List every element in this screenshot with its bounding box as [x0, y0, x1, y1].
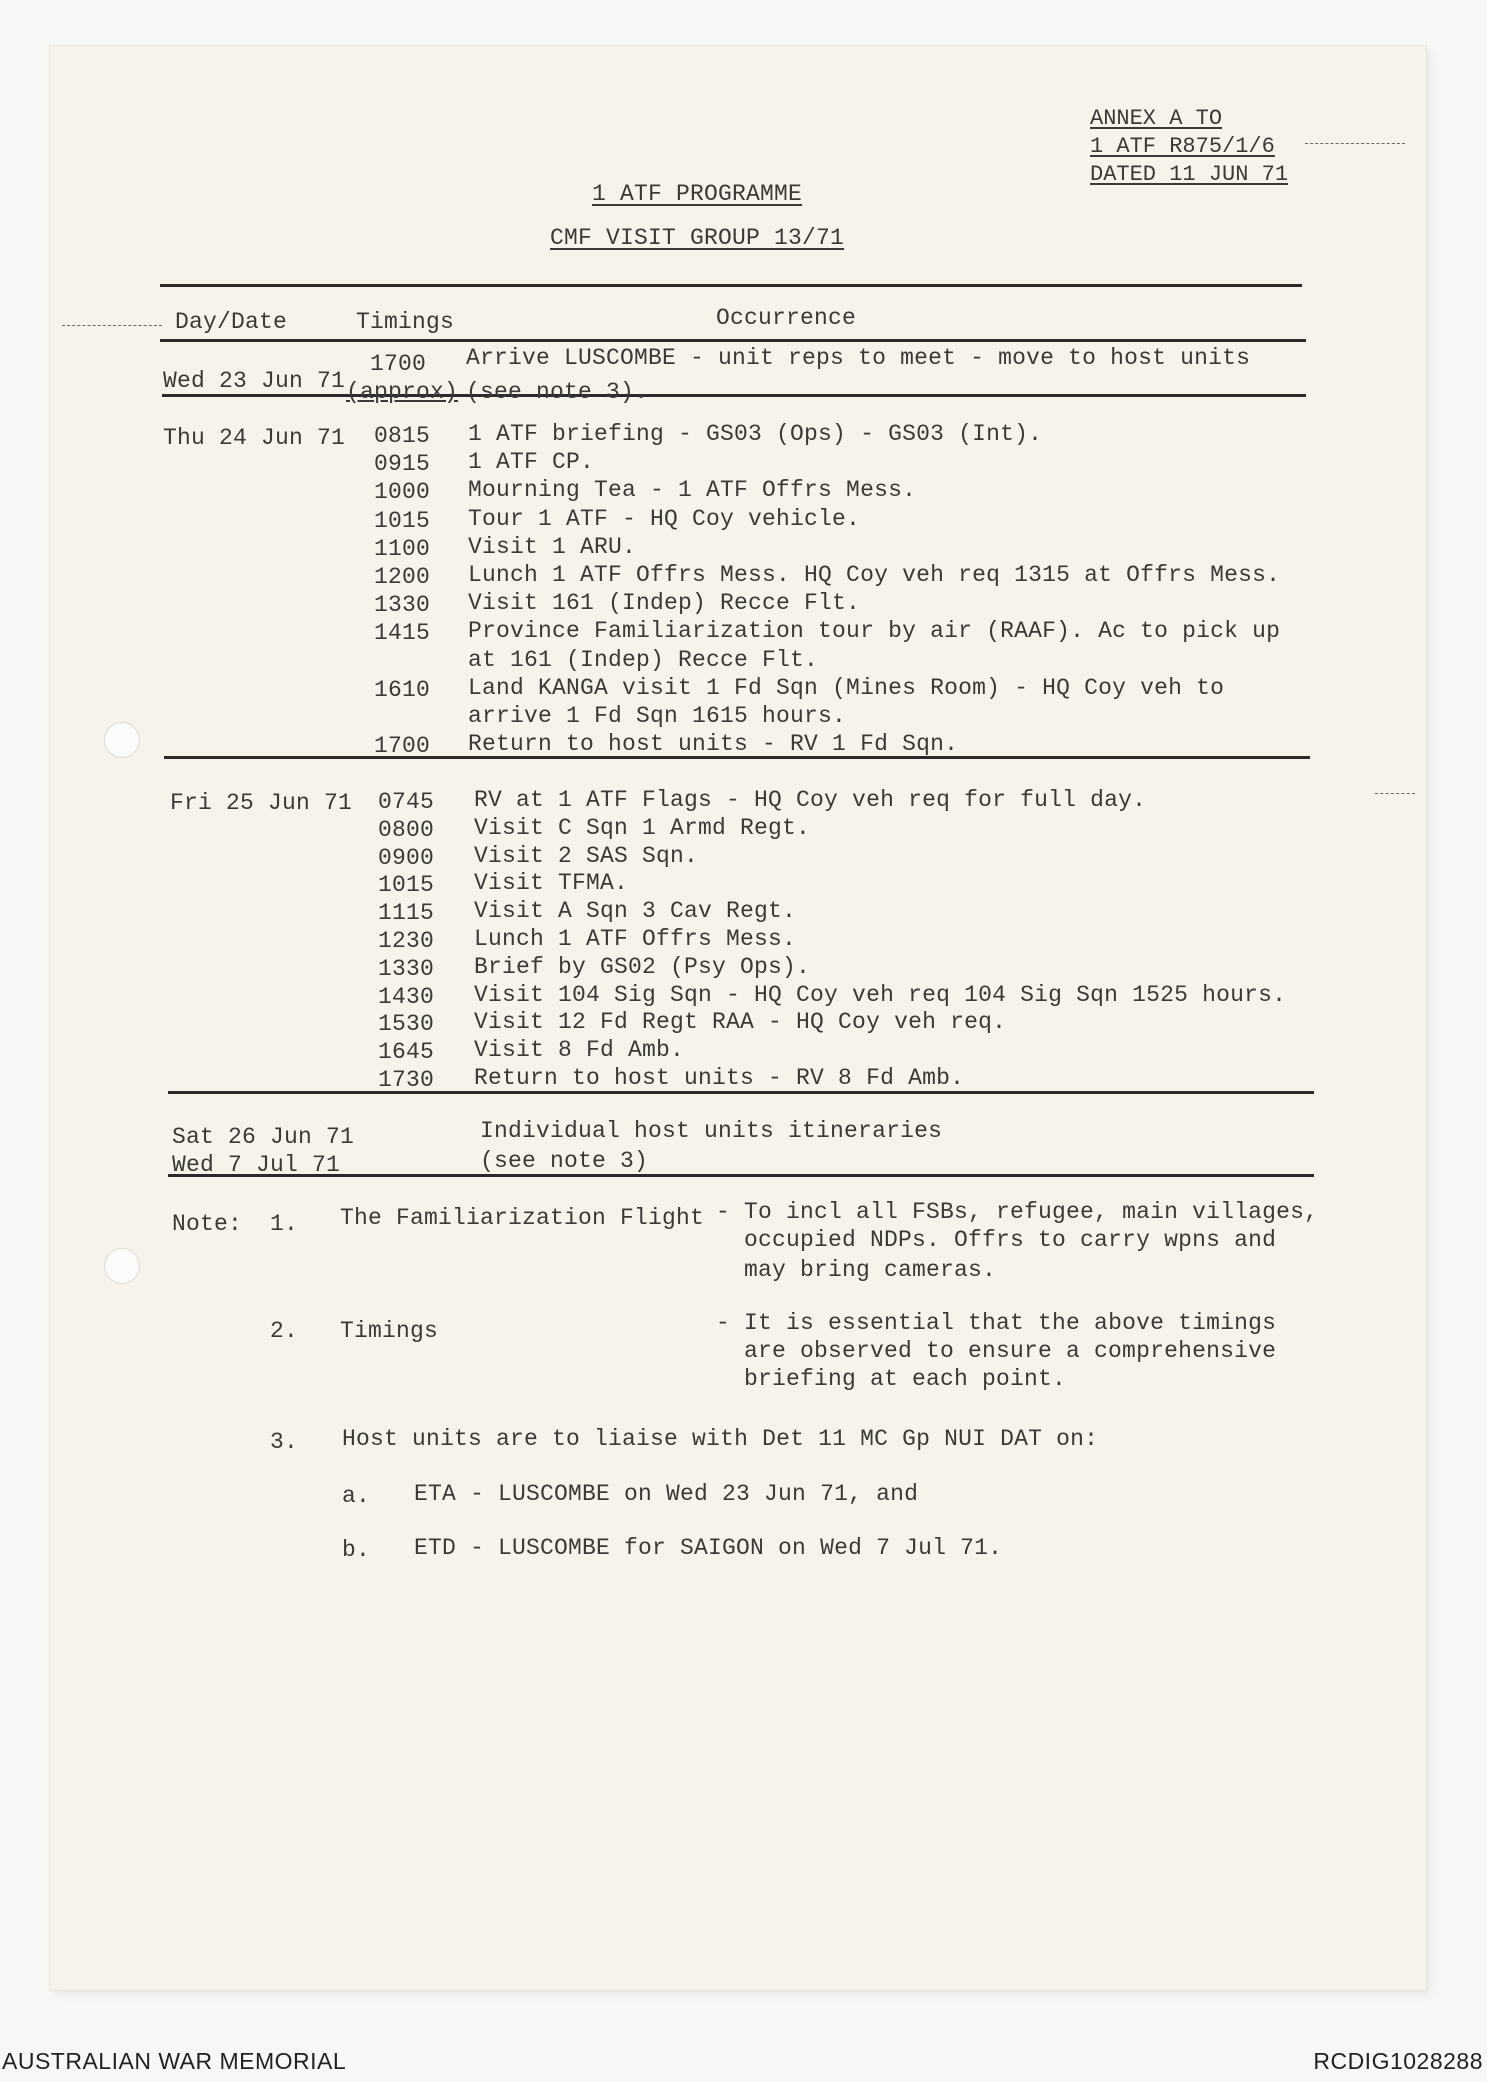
note-1-line-1: - To incl all FSBs, refugee, main villages,	[716, 1199, 1319, 1225]
note-3b-text: ETD - LUSCOMBE for SAIGON on Wed 7 Jul 71.	[414, 1535, 1003, 1561]
schedule-time: 1230	[378, 928, 435, 954]
schedule-time: 1000	[374, 479, 431, 506]
schedule-time: 1700	[374, 733, 431, 760]
schedule-occurrence: Return to host units - RV 1 Fd Sqn.	[468, 731, 959, 758]
schedule-occurrence: 1 ATF CP.	[468, 449, 595, 476]
notes-label: Note:	[172, 1211, 243, 1237]
note-2-line-3: briefing at each point.	[744, 1366, 1067, 1392]
schedule-occurrence: Visit 1 ARU.	[468, 533, 637, 560]
margin-mark	[1305, 143, 1405, 144]
wed-end-day: Wed 7 Jul 71	[172, 1152, 341, 1178]
annex-line-1: ANNEX A TO	[1090, 106, 1223, 131]
schedule-time: 1100	[374, 535, 431, 562]
table-rule-top	[160, 284, 1302, 287]
schedule-time: 0800	[378, 816, 435, 843]
wed-time-approx: (approx)	[346, 379, 459, 405]
schedule-time: 1430	[378, 983, 435, 1010]
thu-day: Thu 24 Jun 71	[163, 425, 346, 451]
note-1-line-3: may bring cameras.	[744, 1257, 997, 1283]
schedule-occurrence: at 161 (Indep) Recce Flt.	[468, 646, 819, 673]
note-1-line-2: occupied NDPs. Offrs to carry wpns and	[744, 1227, 1277, 1253]
schedule-time: 1610	[374, 676, 431, 703]
schedule-occurrence: Mourning Tea - 1 ATF Offrs Mess.	[468, 477, 917, 504]
schedule-time: 1730	[378, 1067, 435, 1093]
schedule-time: 1115	[378, 900, 435, 927]
schedule-occurrence: Visit 104 Sig Sqn - HQ Coy veh req 104 Sig Sqn 1525 hours.	[474, 981, 1287, 1008]
note-3b-label: b.	[342, 1537, 371, 1563]
footer-institution: AUSTRALIAN WAR MEMORIAL	[2, 2048, 347, 2074]
schedule-occurrence: Visit 12 Fd Regt RAA - HQ Coy veh req.	[474, 1009, 1007, 1036]
note-2-title: Timings	[340, 1318, 439, 1344]
schedule-occurrence: RV at 1 ATF Flags - HQ Coy veh req for full day.	[474, 787, 1147, 813]
wed-occurrence-1: Arrive LUSCOMBE - unit reps to meet - move to host units	[466, 345, 1251, 371]
schedule-occurrence: Brief by GS02 (Psy Ops).	[474, 953, 811, 980]
schedule-occurrence: Lunch 1 ATF Offrs Mess.	[474, 926, 797, 952]
header-timings: Timings	[356, 309, 455, 335]
schedule-occurrence: Visit 8 Fd Amb.	[474, 1037, 685, 1064]
note-1-title: The Familiarization Flight	[340, 1205, 705, 1231]
sat-occurrence-2: (see note 3)	[480, 1148, 649, 1174]
page-title: 1 ATF PROGRAMME	[592, 181, 803, 207]
schedule-time: 1015	[374, 507, 431, 534]
schedule-time: 1645	[378, 1039, 435, 1066]
margin-mark	[1375, 793, 1415, 794]
schedule-time: 1530	[378, 1011, 435, 1038]
note-2-number: 2.	[270, 1318, 299, 1344]
schedule-time: 1330	[378, 955, 435, 982]
annex-line-3: DATED 11 JUN 71	[1090, 162, 1289, 187]
schedule-occurrence: Visit 161 (Indep) Recce Flt.	[468, 590, 861, 617]
punch-hole	[104, 722, 140, 758]
wed-time: 1700	[370, 351, 427, 377]
schedule-occurrence: Lunch 1 ATF Offrs Mess. HQ Coy veh req 1315 at Offrs Mess.	[468, 562, 1281, 588]
sat-day: Sat 26 Jun 71	[172, 1124, 355, 1150]
schedule-occurrence: 1 ATF briefing - GS03 (Ops) - GS03 (Int).	[468, 421, 1043, 447]
note-3-number: 3.	[270, 1429, 299, 1455]
annex-reference	[1090, 105, 1288, 189]
wed-occurrence-2: (see note 3).	[466, 379, 649, 405]
schedule-occurrence: Visit TFMA.	[474, 870, 629, 897]
header-occurrence: Occurrence	[716, 305, 857, 331]
table-rule-header	[160, 339, 1306, 342]
schedule-time: 0815	[374, 423, 431, 449]
schedule-occurrence: Land KANGA visit 1 Fd Sqn (Mines Room) - HQ Coy veh to	[468, 674, 1225, 701]
footer-document-id: RCDIG1028288	[1313, 2048, 1483, 2074]
fri-day: Fri 25 Jun 71	[170, 790, 353, 816]
schedule-time: 0915	[374, 451, 431, 478]
schedule-occurrence: Tour 1 ATF - HQ Coy vehicle.	[468, 505, 861, 532]
header-day-date: Day/Date	[175, 309, 288, 335]
schedule-time: 1015	[378, 872, 435, 899]
schedule-time: 0745	[378, 789, 435, 815]
punch-hole	[104, 1248, 140, 1284]
schedule-time: 1415	[374, 620, 431, 647]
note-3a-text: ETA - LUSCOMBE on Wed 23 Jun 71, and	[414, 1481, 919, 1507]
note-3a-label: a.	[342, 1483, 371, 1509]
schedule-time: 1330	[374, 592, 431, 619]
schedule-occurrence: arrive 1 Fd Sqn 1615 hours.	[468, 703, 847, 729]
margin-mark	[62, 325, 162, 326]
annex-line-2: 1 ATF R875/1/6	[1090, 134, 1275, 159]
schedule-occurrence: Visit C Sqn 1 Armd Regt.	[474, 814, 811, 841]
sat-occurrence-1: Individual host units itineraries	[480, 1118, 943, 1144]
note-2-line-2: are observed to ensure a comprehensive	[744, 1338, 1277, 1364]
note-2-line-1: - It is essential that the above timings	[716, 1310, 1277, 1336]
schedule-time: 1200	[374, 564, 431, 590]
schedule-occurrence: Return to host units - RV 8 Fd Amb.	[474, 1065, 965, 1091]
page-subtitle: CMF VISIT GROUP 13/71	[550, 225, 845, 251]
note-3-text: Host units are to liaise with Det 11 MC Gp NUI DAT on:	[342, 1426, 1099, 1452]
note-1-number: 1.	[270, 1211, 299, 1237]
schedule-occurrence: Visit A Sqn 3 Cav Regt.	[474, 898, 797, 925]
schedule-occurrence: Province Familiarization tour by air (RAAF). Ac to pick up	[468, 618, 1281, 645]
schedule-time: 0900	[378, 844, 435, 871]
wed-day: Wed 23 Jun 71	[163, 368, 346, 394]
schedule-occurrence: Visit 2 SAS Sqn.	[474, 842, 699, 869]
